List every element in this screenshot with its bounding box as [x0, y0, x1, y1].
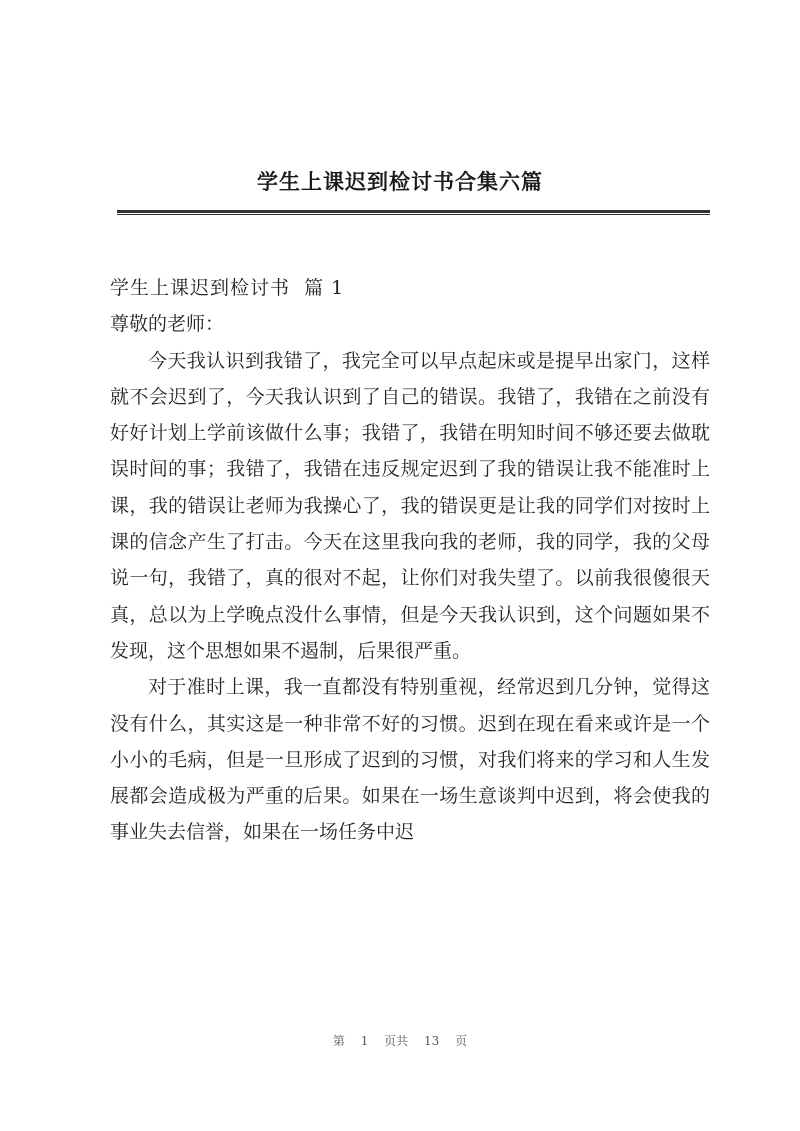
footer-prefix: 第 [332, 1034, 345, 1048]
document-body [110, 270, 710, 851]
body-paragraph-1: 今天我认识到我错了，我完全可以早点起床或是提早出家门，这样就不会迟到了，今天我认识到了自己的错误。我错了，我错在之前没有好好计划上学前该做什么事；我错了，我错在明知时间不够还要去做耽误时间的事；我错了，我错在违反规定迟到了我的错误让我不能准时上课，我的错误让老师为我操心了，我的错误更是让我的同学们对按时上课的信念产生了打击。今天在这里我向我的老师，我的同学，我的父母说一句，我错了，真的很对不起，让你们对我失望了。以前我很傻很天真，总以为上学晚点没什么事情，但是今天我认识到，这个问题如果不发现，这个思想如果不遏制，后果很严重。 [110, 349, 710, 662]
salutation: 尊敬的老师： [110, 313, 225, 336]
title-divider [117, 210, 710, 215]
footer-current-page: 1 [360, 1034, 369, 1048]
footer-total-pages: 13 [424, 1034, 440, 1048]
footer-middle: 页共 [384, 1034, 409, 1048]
footer-suffix: 页 [455, 1034, 468, 1048]
document-title: 学生上课迟到检讨书合集六篇 [257, 169, 543, 194]
body-paragraph-2: 对于准时上课，我一直都没有特别重视，经常迟到几分钟，觉得这没有什么，其实这是一种非常不好的习惯。迟到在现在看来或许是一个小小的毛病，但是一旦形成了迟到的习惯，对我们将来的学习和人生发展都会造成极为严重的后果。如果在一场生意谈判中迟到，将会使我的事业失去信誉，如果在一场任务中迟 [110, 676, 710, 844]
section-heading: 学生上课迟到检讨书 篇 1 [110, 277, 345, 299]
page-footer [0, 1032, 800, 1049]
